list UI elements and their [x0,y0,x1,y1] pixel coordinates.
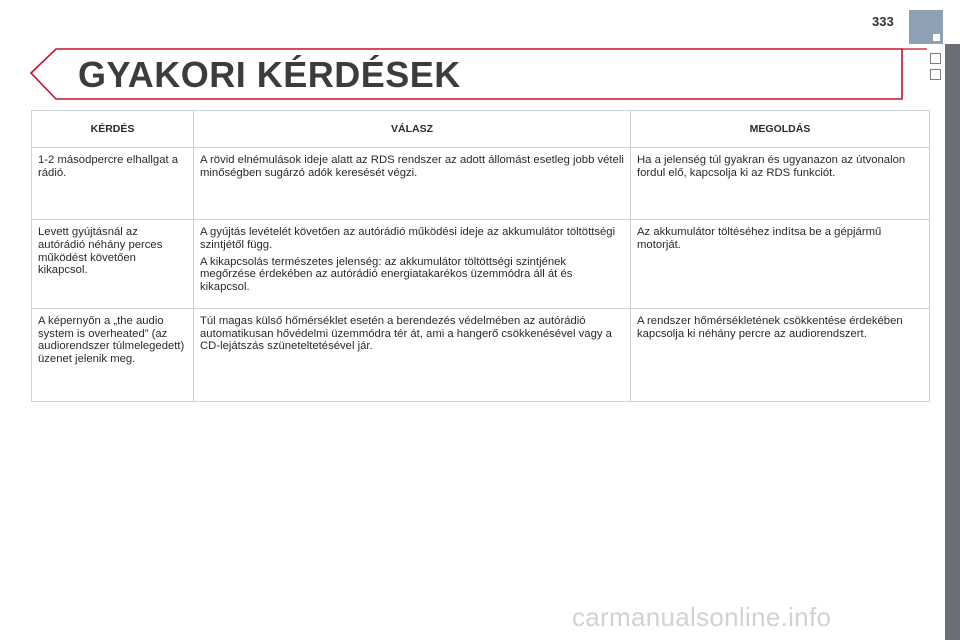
answer-paragraph: Túl magas külső hőmérséklet esetén a berendezés védelmében az autórádió automatikusan hővédelmi üzemmódra tér át, ami a hangerő csökkenésével vagy a CD-lejátszás szüneteltetésével jár. [200,315,612,353]
question-cell: A képernyőn a „the audio system is overheated” (az audiorendszer túlmelegedett) üzenet jelenik meg. [32,309,194,402]
page-title: GYAKORI KÉRDÉSEK [78,54,461,95]
answer-paragraph: A kikapcsolás természetes jelenség: az akkumulátor töltöttségi szintjének megőrzése érdekében az autórádió energiatakarékos üzemmódra áll át és kikapcsol. [200,255,573,293]
question-cell: 1-2 másodpercre elhallgat a rádió. [32,148,194,220]
section-tab-marker [909,10,943,44]
table-row [32,309,930,402]
question-cell: Levett gyújtásnál az autórádió néhány perces működést követően kikapcsol. [32,220,194,309]
answer-cell [194,148,631,220]
answer-cell [194,309,631,402]
column-header-answer: VÁLASZ [194,111,631,148]
table-row [32,220,930,309]
table-header-row [32,111,930,148]
solution-cell: Ha a jelenség túl gyakran és ugyanazon az útvonalon fordul elő, kapcsolja ki az RDS funkciót. [631,148,930,220]
side-checkbox-icon [930,53,941,64]
side-checkbox-icon [930,69,941,80]
side-bar [945,44,960,640]
faq-table [31,110,930,402]
column-header-question: KÉRDÉS [32,111,194,148]
solution-cell: A rendszer hőmérsékletének csökkentése érdekében kapcsolja ki néhány percre az audiorendszert. [631,309,930,402]
answer-paragraph: A rövid elnémulások ideje alatt az RDS rendszer az adott állomást esetleg jobb vételi minőségben sugárzó adók keresését végzi. [200,154,624,179]
page-number: 333 [872,14,894,29]
table-row [32,148,930,220]
tab-corner-square-icon [933,34,940,41]
column-header-solution: MEGOLDÁS [631,111,930,148]
answer-cell [194,220,631,309]
page-title-banner [28,46,930,102]
watermark: carmanualsonline.info [572,602,832,632]
answer-paragraph: A gyújtás levételét követően az autórádió működési ideje az akkumulátor töltöttségi szintjétől függ. [200,226,616,252]
solution-cell: Az akkumulátor töltéséhez indítsa be a gépjármű motorját. [631,220,930,309]
